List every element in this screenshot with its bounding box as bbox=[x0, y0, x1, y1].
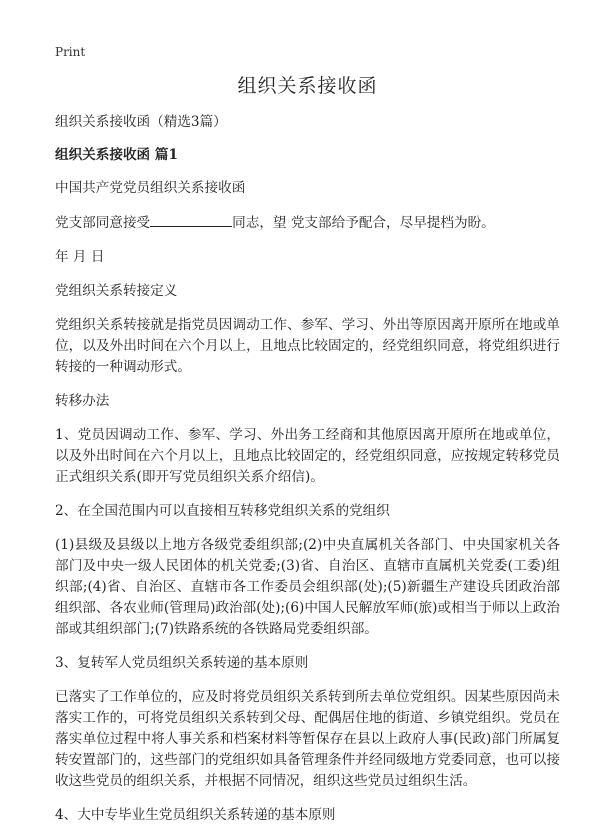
definition-body: 党组织关系转接就是指党员因调动工作、参军、学习、外出等原因离开原所在地或单位，以及外出时间在六个月以上，且地点比较固定的，经党组织同意，将党组织进行转接的一种调动形式。 bbox=[55, 317, 560, 375]
method-item-2-body: (1)县级及县级以上地方各级党委组织部;(2)中央直属机关各部门、中央国家机关各部门及中央一级人民团体的机关党委;(3)省、自治区、直辖市直属机关党委(工委)组织部;(4)省、自治区、直辖市各工作委员会组织部(处);(5)新疆生产建设兵团政治部组织部、各农业师(管理局)政治部(处);(6)中国人民解放军师(旅)或相当于师以上政治部或其组织部门;(7)铁路系统的各铁路局党委组织部。 bbox=[55, 537, 560, 637]
org-line: 中国共产党党员组织关系接收函 bbox=[55, 180, 246, 196]
method-item-4: 4、大中专毕业生党员组织关系转递的基本原则 bbox=[55, 807, 336, 823]
definition-heading: 党组织关系转接定义 bbox=[55, 283, 178, 299]
accept-suffix: 同志，望 党支部给予配合，尽早提档为盼。 bbox=[232, 215, 495, 231]
method-item-3-body: 已落实了工作单位的，应及时将党员组织关系转到所去单位党组织。因某些原因尚未落实工作的，可将党员组织关系转到父母、配偶居住地的街道、乡镇党组织。党员在落实单位过程中将人事关系和档案材料等暂保存在县以上政府人事(民政)部门所属复转安置部门的，这些部门的党组织如具备管理条件并经同级地方党委同意，也可以接收这些党员的组织关系，并根据不同情况，组织这些党员过组织生活。 bbox=[55, 689, 560, 789]
accept-line bbox=[55, 212, 560, 234]
method-item-3: 3、复转军人党员组织关系转递的基本原则 bbox=[55, 655, 309, 671]
name-blank bbox=[150, 212, 232, 227]
article-heading: 组织关系接收函 篇1 bbox=[55, 147, 178, 163]
date-line: 年 月 日 bbox=[55, 249, 105, 265]
method-heading: 转移办法 bbox=[55, 393, 110, 409]
accept-prefix: 党支部同意接受 bbox=[55, 215, 151, 231]
method-item-1: 1、党员因调动工作、参军、学习、外出务工经商和其他原因离开原所在地或单位，以及外出时间在六个月以上，且地点比较固定的，经党组织同意，应按规定转移党员正式组织关系(即开写党员组织关系介绍信)。 bbox=[55, 427, 560, 485]
document-subtitle: 组织关系接收函（精选3篇） bbox=[55, 114, 227, 130]
document-title: 组织关系接收函 bbox=[237, 75, 378, 97]
print-label: Print bbox=[55, 45, 86, 59]
method-item-2: 2、在全国范围内可以直接相互转移党组织关系的党组织 bbox=[55, 503, 390, 519]
